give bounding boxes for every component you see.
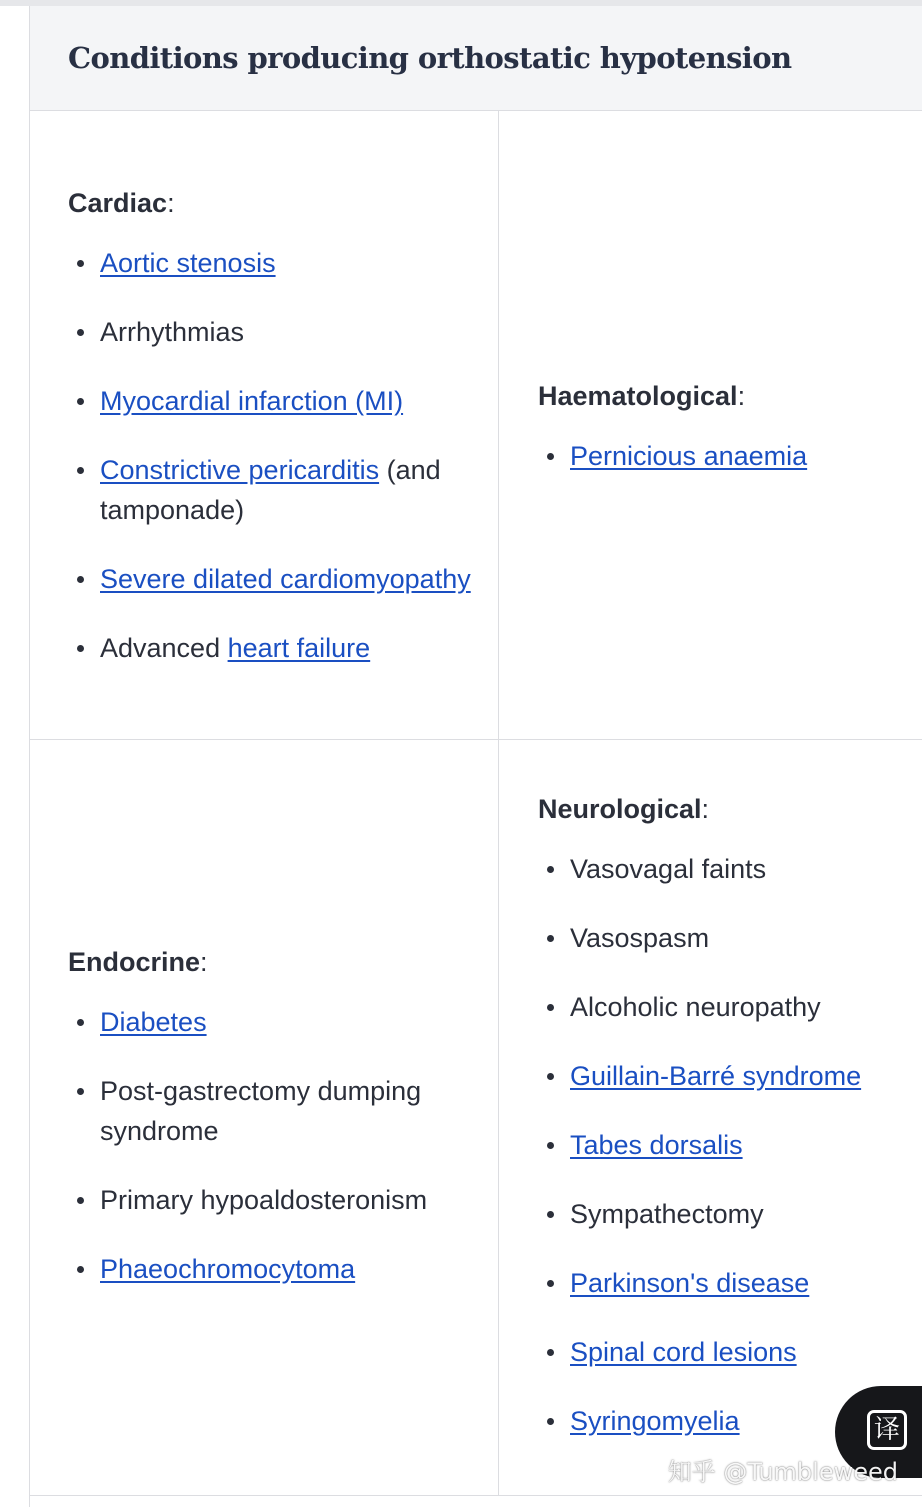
translate-icon: 译	[867, 1410, 907, 1450]
list-neurological	[538, 849, 898, 1441]
list-haematological	[538, 436, 898, 476]
table-grid	[30, 111, 922, 1496]
cell-haematological	[498, 111, 922, 740]
cell-cardiac	[30, 111, 498, 740]
list-item	[68, 312, 474, 352]
condition-link[interactable]: Constrictive pericarditis	[100, 455, 380, 485]
list-item	[538, 987, 898, 1027]
list-item	[538, 436, 898, 476]
list-item	[68, 559, 474, 599]
list-item	[68, 1249, 474, 1289]
list-item	[538, 1194, 898, 1234]
list-item	[68, 450, 474, 530]
condition-link[interactable]: Myocardial infarction (MI)	[100, 386, 404, 416]
item-text: Arrhythmias	[100, 317, 245, 347]
list-item	[538, 1332, 898, 1372]
list-item	[68, 1071, 474, 1151]
item-text: Alcoholic neuropathy	[570, 992, 821, 1022]
list-endocrine	[68, 1002, 474, 1289]
condition-link[interactable]: Aortic stenosis	[100, 248, 276, 278]
conditions-table	[29, 6, 922, 1507]
list-item	[538, 1056, 898, 1096]
condition-link[interactable]: Spinal cord lesions	[570, 1337, 797, 1367]
condition-link[interactable]: Tabes dorsalis	[570, 1130, 743, 1160]
list-item	[68, 381, 474, 421]
watermark: 知乎 @Tumbleweed	[667, 1458, 898, 1486]
section-heading-haematological: Haematological:	[538, 380, 746, 411]
item-text: Advanced	[100, 633, 228, 663]
item-text: Post-gastrectomy dumping syndrome	[100, 1075, 422, 1146]
condition-link[interactable]: Parkinson's disease	[570, 1268, 810, 1298]
condition-link[interactable]: Diabetes	[100, 1006, 207, 1037]
condition-link[interactable]: Guillain-Barré syndrome	[570, 1061, 862, 1091]
condition-link[interactable]: heart failure	[227, 633, 371, 663]
cell-endocrine	[30, 740, 498, 1496]
section-heading-cardiac: Cardiac:	[68, 188, 175, 218]
list-cardiac	[68, 243, 474, 668]
item-text: Primary hypoaldosteronism	[100, 1184, 428, 1215]
item-text: Sympathectomy	[570, 1199, 764, 1229]
condition-link[interactable]: Severe dilated cardiomyopathy	[100, 564, 471, 594]
condition-link[interactable]: Pernicious anaemia	[570, 440, 808, 471]
list-item	[68, 1002, 474, 1042]
item-text: (and tamponade)	[100, 455, 441, 525]
list-item	[538, 918, 898, 958]
list-item	[68, 1180, 474, 1220]
list-item	[538, 849, 898, 889]
cell-neurological	[498, 740, 922, 1496]
section-heading-neurological: Neurological:	[538, 794, 710, 824]
item-text: Vasovagal faints	[570, 854, 767, 884]
table-title: Conditions producing orthostatic hypotension	[68, 41, 792, 75]
item-text: Vasospasm	[570, 923, 710, 953]
list-item	[538, 1125, 898, 1165]
table-header	[30, 6, 922, 111]
condition-link[interactable]: Syringomyelia	[570, 1406, 740, 1436]
list-item	[68, 243, 474, 283]
list-item	[68, 628, 474, 668]
list-item	[538, 1263, 898, 1303]
condition-link[interactable]: Phaeochromocytoma	[100, 1253, 356, 1284]
section-heading-endocrine: Endocrine:	[68, 946, 208, 977]
